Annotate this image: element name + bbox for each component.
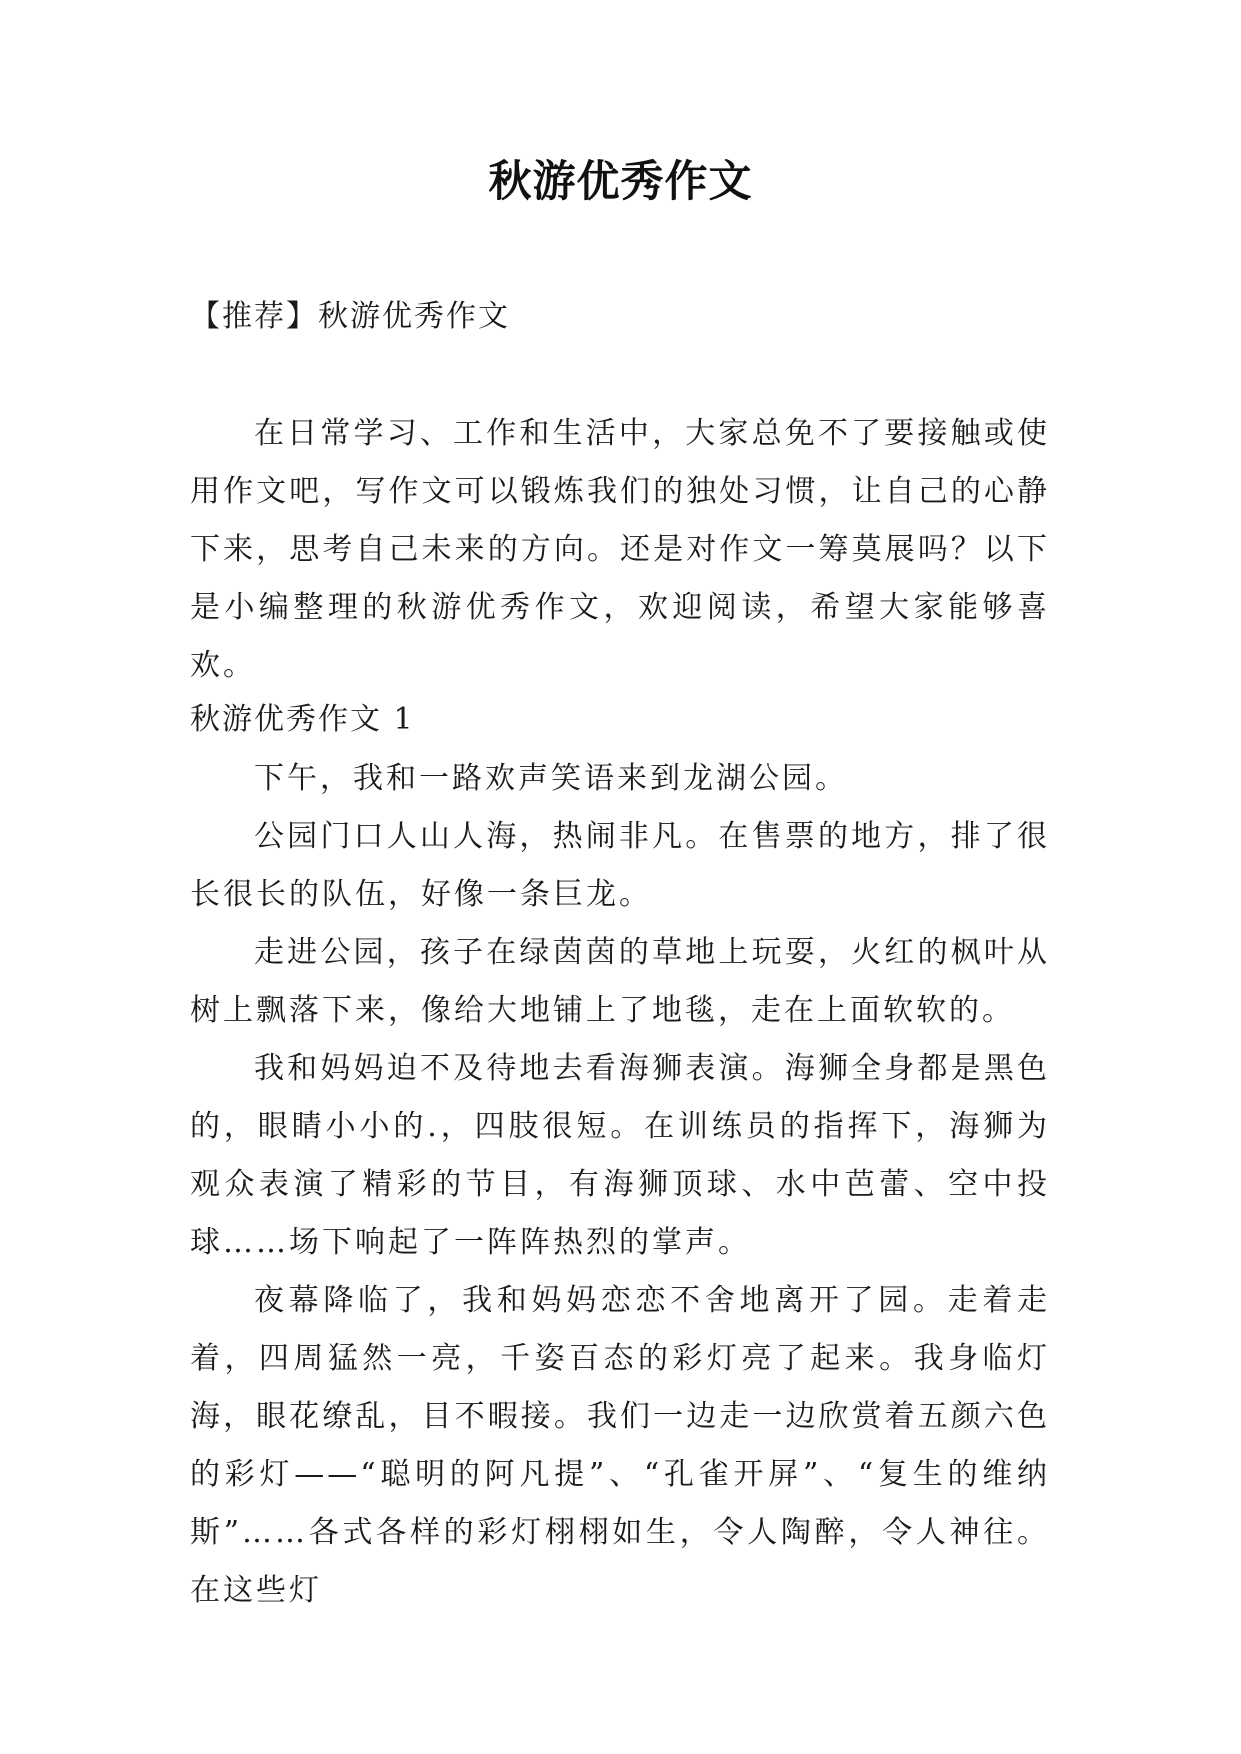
essay-body [190,750,1050,1620]
section-heading: 秋游优秀作文 1 [190,702,415,737]
essay-paragraph: 夜幕降临了，我和妈妈恋恋不舍地离开了园。走着走着，四周猛然一亮，千姿百态的彩灯亮了起来。我身临灯海，眼花缭乱，目不暇接。我们一边走一边欣赏着五颜六色的彩灯——“聪明的阿凡提”、“孔雀开屏”、“复生的维纳斯”……各式各样的彩灯栩栩如生，令人陶醉，令人神往。在这些灯 [190,1283,1050,1608]
essay-paragraph: 我和妈妈迫不及待地去看海狮表演。海狮全身都是黑色的，眼睛小小的.，四肢很短。在训练员的指挥下，海狮为观众表演了精彩的节目，有海狮顶球、水中芭蕾、空中投球……场下响起了一阵阵热烈的掌声。 [190,1051,1050,1260]
document-title: 秋游优秀作文 [488,157,753,207]
essay-paragraph: 下午，我和一路欢声笑语来到龙湖公园。 [254,761,848,796]
document-subtitle: 【推荐】秋游优秀作文 [190,299,510,334]
intro-paragraph: 在日常学习、工作和生活中，大家总免不了要接触或使用作文吧，写作文可以锻炼我们的独处习惯，让自己的心静下来，思考自己未来的方向。还是对作文一筹莫展吗？以下是小编整理的秋游优秀作文，欢迎阅读，希望大家能够喜欢。 [190,416,1050,683]
essay-paragraph: 走进公园，孩子在绿茵茵的草地上玩耍，火红的枫叶从树上飘落下来，像给大地铺上了地毯，走在上面软软的。 [190,935,1050,1028]
essay-paragraph: 公园门口人山人海，热闹非凡。在售票的地方，排了很长很长的队伍，好像一条巨龙。 [190,819,1050,912]
